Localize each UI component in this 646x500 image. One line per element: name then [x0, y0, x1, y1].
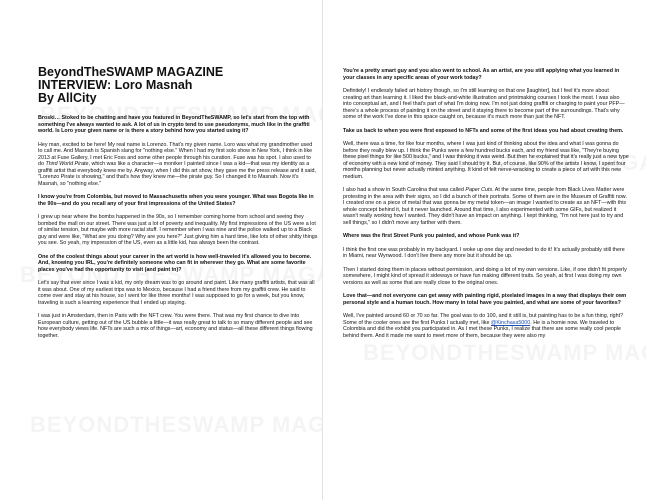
answer: I also had a show in South Carolina that was called Paper Cuts. At the same time, people from Black Lives Matter were protesting in the area with their signs, so I did a bunch of their portraits. Some of them are in the Museum of Graffiti now. I created one on a piece of metal that was gonna be my metal token—an image I wanted to create as an NFT—with this whole concept behind it, but it never launched. Around that time, I also experimented with some GIFs, but realized it wasn't really working how I wanted. They didn't have an impact on anything. I kept thinking, "I'm not here just to try and sell things," so I didn't move any farther with them.: [343, 187, 627, 226]
answer: Then I started doing them in places without permission, and doing a lot of my own versions. Like, if one didn't fit properly somewhere, I might kind of spread it sideways or have fun making different traits. So yeah, at first I was doing my own versions as well as some that are really close to the original ones.: [343, 266, 627, 286]
italic-title: Third World Pirate: [45, 161, 89, 167]
answer: I grew up near where the bombs happened in the 90s, so I remember coming home from school and seeing they bombed the mall on our street. There was just a lot of poverty and inequality. My first impressions of the US were a lot of similar tension, but maybe with more racial stuff. I remember when I was nine and the police walked up to a Black guy and were like, "What are you doing? Why are you here?" Just giving him a hard time, like lots of other shitty things you see. So yeah, my impression of the US, even as a little kid, has always been the contrast.: [38, 214, 318, 246]
question: Love that—and not everyone can get away with painting rigid, pixelated images in a way that displays their own personal style and a human touch. How many in total have you painted, and what are some of your favorites?: [343, 293, 627, 306]
mention-link[interactable]: @Kinchasa5000: [490, 319, 531, 326]
answer: Hey man, excited to be here! My real name is Lorenzo. That's my given name. Loro was what my grandmother used to call me. And Masnah is Spanish slang for "nothing else." When I had my first solo show in New York, I think in like 2013 at Fuse Gallery, I met Eric Foss and some other people through his curation. Fuse was his spot. I also used to do Third World Pirate, which was like a character—a moniker I painted since I was a kid—that was my identity as a graffiti artist that everybody knew me by. Anyway, when I did this art show, they gave me the press release and it said, "Lorenzo Pirate is showing," and that's how they knew me—the pirate guy. So I changed it to Masnah. Now it's Masnah, so "nothing else.": [38, 141, 317, 187]
italic-title: Paper Cuts: [465, 187, 493, 193]
answer: Let's say that ever since I was a kid, my only dream was to go around and paint. Like many graffiti artists, that was all it was about. One of my earliest trips was to Mexico, because I had a friend there from my graffiti crew. He said to come over and stay at his house, so I went for like three months! I was supposed to go for a week, but you know, traveling is such a learning experience that I ended up staying.: [38, 280, 315, 306]
answer: I was just in Amsterdam, then in Paris with the NFT crew. You were there. That was my first chance to dive into European culture, getting out of the US bubble a little—it was really great to talk to so many different people and see how everybody views life. NFTs are such a mix of things—art, economy and status—all these different things flowing together.: [38, 313, 313, 339]
article-header: [38, 66, 318, 105]
byline: By AllCity: [38, 91, 97, 105]
right-column: [343, 68, 629, 346]
answer: I think the first one was probably in my backyard. I woke up one day and needed to do it! It's actually probably still there in Miami, near Wynwood. I don't live there any more but it should be up.: [343, 246, 625, 259]
question: Take us back to when you were first exposed to NFTs and some of the first ideas you had about creating them.: [343, 127, 624, 134]
question: I know you're from Colombia, but moved to Massachusetts when you were younger. What was Bogota like in the 90s—and do you recall any of your first impressions of the United States?: [38, 194, 314, 207]
interview-title: INTERVIEW: Loro Masnah: [38, 78, 193, 92]
answer: Well, I've painted around 60 or 70 so far. The goal was to do 100, and it still is, but painting has to be a fun thing, right? Some of the cooler ones are the first Punks I actually met, like @Kinchasa5000. He is a homie now. We traveled to Colombia and did the exhibit you participated in. As I met these Punks, I realize that there are some really cool people behind them. And it made me want to meet more of them, because they were also my: [343, 313, 624, 339]
magazine-title: BeyondTheSWAMP MAGAZINE: [38, 65, 224, 79]
question: Broski… Stoked to be chatting and have you featured in BeyondTheSWAMP, so let's start from the top with something I've always wanted to ask. A lot of us in crypto tend to use pseudonyms, much like in the graffiti world. Is Loro your given name or is there a story behind how you started using it?: [38, 115, 310, 134]
right-page: [323, 0, 646, 500]
question: Where was the first Street Punk you painted, and whose Punk was it?: [343, 233, 520, 239]
answer: Well, there was a time, for like four months, where I was just kind of thinking about the idea and what I was gonna do before they really blew up. I think the Punks were a few hundred bucks each, and my friend was like, "They're buying these pixel things for like 500 bucks," and I was thinking it was weird. But then he explained that it's really just a new type of economy with a new kind of money. They said I should try it. But, of course, like 90% of the artists I know, I spent four months planning but never actually minted anything. It kind of felt nerve-wracking to create a piece of art with this new medium.: [343, 141, 629, 180]
question: You're a pretty smart guy and you also went to school. As an artist, are you still applying what you learned in your classes in any specific areas of your work today?: [343, 68, 620, 81]
left-column: [38, 66, 318, 346]
question: One of the coolest things about your career in the art world is how well-traveled it's allowed you to become. And, knowing you IRL, you're definitely someone who can fit in wherever they go. What are some favorite places you've had the opportunity to visit (and paint in)?: [38, 253, 312, 273]
answer: Definitely! I endlessly failed art history though, so I'm still learning on that one [laughter], but I feel it's more about creating art than learning it. I liked the black-and-white illustration and printmaking courses I took the most. I was also into conceptual art, and I feel that's part of what I'm doing now. I'm not just doing graffiti or charging to paint your PFP—there's a whole process of painting it on the street and it staying there to become part of the surroundings. That's why some of the work I've done in this space caught on, because it's much more than just the NFT.: [343, 88, 625, 120]
watermark: [30, 412, 323, 438]
